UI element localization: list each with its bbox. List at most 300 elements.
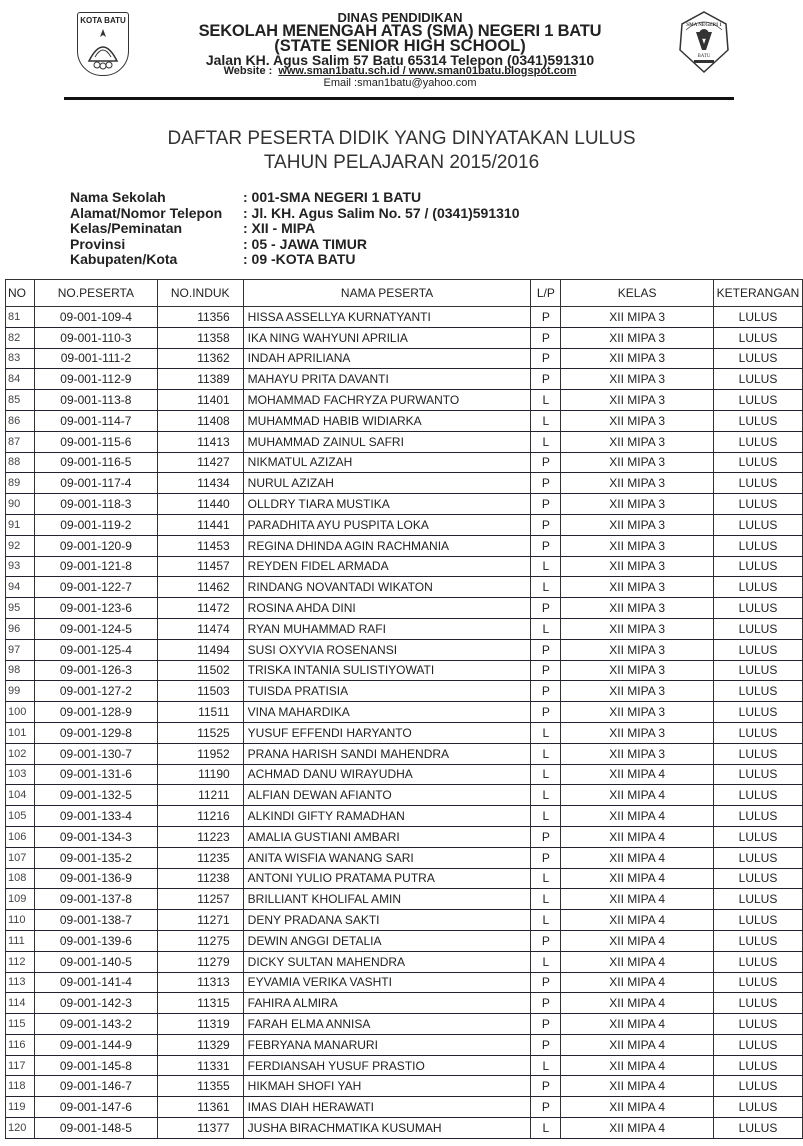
cell-kelas: XII MIPA 3	[561, 307, 714, 328]
cell-lp: L	[531, 889, 561, 910]
cell-no: 102	[6, 743, 35, 764]
cell-keterangan: LULUS	[713, 1097, 802, 1118]
cell-lp: L	[531, 1118, 561, 1139]
cell-no: 98	[6, 660, 35, 681]
cell-lp: L	[531, 1055, 561, 1076]
cell-no-peserta: 09-001-144-9	[34, 1034, 157, 1055]
cell-keterangan: LULUS	[713, 1076, 802, 1097]
cell-nama-peserta: BRILLIANT KHOLIFAL AMIN	[243, 889, 531, 910]
cell-no-peserta: 09-001-137-8	[34, 889, 157, 910]
table-row	[6, 327, 803, 348]
cell-nama-peserta: MAHAYU PRITA DAVANTI	[243, 369, 531, 390]
cell-no: 89	[6, 473, 35, 494]
cell-lp: P	[531, 639, 561, 660]
website-label: Website :	[223, 65, 273, 77]
cell-no-peserta: 09-001-115-6	[34, 431, 157, 452]
cell-kelas: XII MIPA 4	[561, 847, 714, 868]
cell-kelas: XII MIPA 3	[561, 494, 714, 515]
cell-no-induk: 11315	[157, 993, 243, 1014]
logo-left-text: KOTA BATU	[80, 16, 126, 25]
cell-lp: L	[531, 743, 561, 764]
cell-keterangan: LULUS	[713, 722, 802, 743]
cell-kelas: XII MIPA 3	[561, 556, 714, 577]
cell-nama-peserta: FAHIRA ALMIRA	[243, 993, 531, 1014]
cell-keterangan: LULUS	[713, 889, 802, 910]
table-row	[6, 681, 803, 702]
cell-no-peserta: 09-001-132-5	[34, 785, 157, 806]
cell-kelas: XII MIPA 4	[561, 1055, 714, 1076]
cell-no-induk: 11271	[157, 910, 243, 931]
cell-no-peserta: 09-001-109-4	[34, 307, 157, 328]
cell-kelas: XII MIPA 4	[561, 1014, 714, 1035]
cell-kelas: XII MIPA 4	[561, 1034, 714, 1055]
cell-kelas: XII MIPA 4	[561, 806, 714, 827]
cell-kelas: XII MIPA 4	[561, 972, 714, 993]
cell-no-induk: 11355	[157, 1076, 243, 1097]
cell-nama-peserta: TUISDA PRATISIA	[243, 681, 531, 702]
cell-no-induk: 11362	[157, 348, 243, 369]
cell-keterangan: LULUS	[713, 369, 802, 390]
cell-kelas: XII MIPA 4	[561, 868, 714, 889]
cell-no: 85	[6, 390, 35, 411]
cell-lp: P	[531, 826, 561, 847]
table-row	[6, 1034, 803, 1055]
cell-nama-peserta: ACHMAD DANU WIRAYUDHA	[243, 764, 531, 785]
cell-keterangan: LULUS	[713, 847, 802, 868]
cell-nama-peserta: DENY PRADANA SAKTI	[243, 910, 531, 931]
cell-keterangan: LULUS	[713, 639, 802, 660]
email: Email :sman1batu@yahoo.com	[323, 77, 477, 89]
cell-no-induk: 11389	[157, 369, 243, 390]
cell-nama-peserta: ANITA WISFIA WANANG SARI	[243, 847, 531, 868]
cell-no-peserta: 09-001-129-8	[34, 722, 157, 743]
cell-no: 95	[6, 598, 35, 619]
cell-no-peserta: 09-001-123-6	[34, 598, 157, 619]
table-row	[6, 910, 803, 931]
info-label: Kabupaten/Kota	[70, 251, 178, 267]
cell-no: 90	[6, 494, 35, 515]
cell-lp: P	[531, 494, 561, 515]
cell-nama-peserta: FERDIANSAH YUSUF PRASTIO	[243, 1055, 531, 1076]
cell-no-induk: 11494	[157, 639, 243, 660]
kota-batu-logo	[77, 12, 129, 76]
cell-keterangan: LULUS	[713, 681, 802, 702]
table-row	[6, 348, 803, 369]
cell-nama-peserta: MUHAMMAD HABIB WIDIARKA	[243, 410, 531, 431]
cell-no-induk: 11257	[157, 889, 243, 910]
cell-keterangan: LULUS	[713, 327, 802, 348]
cell-no: 114	[6, 993, 35, 1014]
cell-no: 93	[6, 556, 35, 577]
cell-no-peserta: 09-001-134-3	[34, 826, 157, 847]
cell-no-peserta: 09-001-120-9	[34, 535, 157, 556]
cell-no: 117	[6, 1055, 35, 1076]
cell-keterangan: LULUS	[713, 868, 802, 889]
cell-keterangan: LULUS	[713, 473, 802, 494]
cell-lp: P	[531, 514, 561, 535]
cell-nama-peserta: TRISKA INTANIA SULISTIYOWATI	[243, 660, 531, 681]
cell-no-induk: 11211	[157, 785, 243, 806]
table-row	[6, 598, 803, 619]
cell-nama-peserta: IMAS DIAH HERAWATI	[243, 1097, 531, 1118]
cell-lp: P	[531, 535, 561, 556]
cell-kelas: XII MIPA 3	[561, 514, 714, 535]
document-title: DAFTAR PESERTA DIDIK YANG DINYATAKAN LULUS	[167, 128, 636, 149]
cell-keterangan: LULUS	[713, 806, 802, 827]
cell-no-induk: 11275	[157, 930, 243, 951]
cell-no-induk: 11190	[157, 764, 243, 785]
cell-nama-peserta: ALFIAN DEWAN AFIANTO	[243, 785, 531, 806]
cell-nama-peserta: FEBRYANA MANARURI	[243, 1034, 531, 1055]
cell-kelas: XII MIPA 3	[561, 452, 714, 473]
graduates-table	[5, 279, 803, 1139]
cell-no: 105	[6, 806, 35, 827]
cell-no-induk: 11331	[157, 1055, 243, 1076]
table-row	[6, 535, 803, 556]
cell-nama-peserta: DICKY SULTAN MAHENDRA	[243, 951, 531, 972]
cell-nama-peserta: ANTONI YULIO PRATAMA PUTRA	[243, 868, 531, 889]
cell-kelas: XII MIPA 3	[561, 598, 714, 619]
cell-no-induk: 11462	[157, 577, 243, 598]
cell-lp: P	[531, 348, 561, 369]
cell-no: 96	[6, 618, 35, 639]
cell-nama-peserta: INDAH APRILIANA	[243, 348, 531, 369]
info-label: Kelas/Peminatan	[70, 220, 183, 236]
svg-text:SMA NEGERI 1: SMA NEGERI 1	[686, 23, 722, 28]
cell-kelas: XII MIPA 3	[561, 410, 714, 431]
table-header-row	[6, 280, 803, 307]
cell-no-induk: 11427	[157, 452, 243, 473]
website-line	[150, 66, 650, 77]
agency-name: DINAS PENDIDIKAN	[337, 10, 463, 25]
table-row	[6, 785, 803, 806]
cell-nama-peserta: ALKINDI GIFTY RAMADHAN	[243, 806, 531, 827]
table-row	[6, 806, 803, 827]
cell-no-induk: 11453	[157, 535, 243, 556]
cell-no: 112	[6, 951, 35, 972]
cell-keterangan: LULUS	[713, 390, 802, 411]
cell-no-peserta: 09-001-131-6	[34, 764, 157, 785]
table-row	[6, 743, 803, 764]
cell-no: 104	[6, 785, 35, 806]
cell-keterangan: LULUS	[713, 702, 802, 723]
cell-no: 116	[6, 1034, 35, 1055]
svg-text:BATU: BATU	[697, 54, 711, 59]
cell-keterangan: LULUS	[713, 1034, 802, 1055]
cell-no: 108	[6, 868, 35, 889]
cell-keterangan: LULUS	[713, 348, 802, 369]
header-nama-peserta: NAMA PESERTA	[243, 280, 531, 307]
cell-keterangan: LULUS	[713, 618, 802, 639]
header-keterangan: KETERANGAN	[713, 280, 802, 307]
cell-no-peserta: 09-001-119-2	[34, 514, 157, 535]
cell-lp: P	[531, 660, 561, 681]
table-row	[6, 722, 803, 743]
table-row	[6, 930, 803, 951]
header-no-induk: NO.INDUK	[157, 280, 243, 307]
cell-kelas: XII MIPA 3	[561, 369, 714, 390]
cell-nama-peserta: FARAH ELMA ANNISA	[243, 1014, 531, 1035]
cell-no-induk: 11511	[157, 702, 243, 723]
cell-no: 99	[6, 681, 35, 702]
cell-keterangan: LULUS	[713, 764, 802, 785]
cell-no-peserta: 09-001-135-2	[34, 847, 157, 868]
cell-no-induk: 11356	[157, 307, 243, 328]
cell-no-peserta: 09-001-148-5	[34, 1118, 157, 1139]
cell-kelas: XII MIPA 3	[561, 390, 714, 411]
cell-kelas: XII MIPA 4	[561, 1118, 714, 1139]
table-row	[6, 764, 803, 785]
cell-no-peserta: 09-001-112-9	[34, 369, 157, 390]
cell-no-peserta: 09-001-110-3	[34, 327, 157, 348]
cell-nama-peserta: OLLDRY TIARA MUSTIKA	[243, 494, 531, 515]
cell-lp: L	[531, 951, 561, 972]
cell-no: 109	[6, 889, 35, 910]
header-kelas: KELAS	[561, 280, 714, 307]
cell-keterangan: LULUS	[713, 598, 802, 619]
cell-no: 113	[6, 972, 35, 993]
cell-no-peserta: 09-001-126-3	[34, 660, 157, 681]
table-row	[6, 660, 803, 681]
cell-lp: P	[531, 327, 561, 348]
cell-nama-peserta: VINA MAHARDIKA	[243, 702, 531, 723]
cell-kelas: XII MIPA 3	[561, 535, 714, 556]
cell-kelas: XII MIPA 3	[561, 660, 714, 681]
cell-no-induk: 11216	[157, 806, 243, 827]
cell-lp: L	[531, 764, 561, 785]
cell-keterangan: LULUS	[713, 993, 802, 1014]
table-row	[6, 369, 803, 390]
header-lp: L/P	[531, 280, 561, 307]
cell-lp: L	[531, 431, 561, 452]
cell-nama-peserta: IKA NING WAHYUNI APRILIA	[243, 327, 531, 348]
cell-no: 115	[6, 1014, 35, 1035]
cell-no-peserta: 09-001-139-6	[34, 930, 157, 951]
cell-no: 82	[6, 327, 35, 348]
cell-lp: P	[531, 452, 561, 473]
cell-lp: P	[531, 598, 561, 619]
table-row	[6, 889, 803, 910]
document-subtitle: TAHUN PELAJARAN 2015/2016	[263, 152, 540, 173]
cell-kelas: XII MIPA 3	[561, 639, 714, 660]
cell-no-peserta: 09-001-116-5	[34, 452, 157, 473]
school-info	[70, 190, 520, 268]
cell-no-peserta: 09-001-118-3	[34, 494, 157, 515]
cell-no-induk: 11502	[157, 660, 243, 681]
info-value: : 09 -KOTA BATU	[243, 251, 356, 267]
cell-nama-peserta: REGINA DHINDA AGIN RACHMANIA	[243, 535, 531, 556]
table-row	[6, 868, 803, 889]
cell-kelas: XII MIPA 3	[561, 577, 714, 598]
cell-no: 120	[6, 1118, 35, 1139]
cell-no-peserta: 09-001-117-4	[34, 473, 157, 494]
letterhead-divider	[64, 97, 734, 100]
cell-kelas: XII MIPA 3	[561, 722, 714, 743]
cell-no-peserta: 09-001-141-4	[34, 972, 157, 993]
cell-nama-peserta: EYVAMIA VERIKA VASHTI	[243, 972, 531, 993]
table-row	[6, 452, 803, 473]
cell-kelas: XII MIPA 4	[561, 951, 714, 972]
cell-lp: L	[531, 806, 561, 827]
cell-lp: P	[531, 473, 561, 494]
table-row	[6, 972, 803, 993]
cell-no-peserta: 09-001-121-8	[34, 556, 157, 577]
table-row	[6, 639, 803, 660]
website-link[interactable]: www.sman1batu.sch.id / www.sman01batu.blogspot.com	[278, 65, 577, 77]
table-row	[6, 847, 803, 868]
cell-lp: P	[531, 1097, 561, 1118]
cell-no-induk: 11238	[157, 868, 243, 889]
table-row	[6, 577, 803, 598]
cell-keterangan: LULUS	[713, 494, 802, 515]
table-row	[6, 390, 803, 411]
table-row	[6, 556, 803, 577]
cell-nama-peserta: AMALIA GUSTIANI AMBARI	[243, 826, 531, 847]
cell-no-induk: 11358	[157, 327, 243, 348]
cell-no-peserta: 09-001-124-5	[34, 618, 157, 639]
cell-no: 91	[6, 514, 35, 535]
cell-nama-peserta: NURUL AZIZAH	[243, 473, 531, 494]
cell-kelas: XII MIPA 4	[561, 930, 714, 951]
cell-nama-peserta: HISSA ASSELLYA KURNATYANTI	[243, 307, 531, 328]
cell-nama-peserta: MOHAMMAD FACHRYZA PURWANTO	[243, 390, 531, 411]
cell-no: 100	[6, 702, 35, 723]
cell-no-peserta: 09-001-145-8	[34, 1055, 157, 1076]
cell-no-peserta: 09-001-133-4	[34, 806, 157, 827]
cell-kelas: XII MIPA 4	[561, 826, 714, 847]
cell-no-induk: 11474	[157, 618, 243, 639]
cell-nama-peserta: ROSINA AHDA DINI	[243, 598, 531, 619]
cell-no-peserta: 09-001-122-7	[34, 577, 157, 598]
header-no-peserta: NO.PESERTA	[34, 280, 157, 307]
cell-no-peserta: 09-001-111-2	[34, 348, 157, 369]
cell-no: 103	[6, 764, 35, 785]
cell-no-induk: 11441	[157, 514, 243, 535]
cell-keterangan: LULUS	[713, 514, 802, 535]
cell-keterangan: LULUS	[713, 1055, 802, 1076]
cell-no: 83	[6, 348, 35, 369]
cell-keterangan: LULUS	[713, 535, 802, 556]
cell-keterangan: LULUS	[713, 743, 802, 764]
cell-no-peserta: 09-001-140-5	[34, 951, 157, 972]
info-label: Alamat/Nomor Telepon	[70, 204, 223, 221]
cell-keterangan: LULUS	[713, 452, 802, 473]
cell-no: 119	[6, 1097, 35, 1118]
cell-nama-peserta: DEWIN ANGGI DETALIA	[243, 930, 531, 951]
cell-no: 88	[6, 452, 35, 473]
cell-no-peserta: 09-001-146-7	[34, 1076, 157, 1097]
cell-no-induk: 11223	[157, 826, 243, 847]
cell-no-peserta: 09-001-143-2	[34, 1014, 157, 1035]
cell-keterangan: LULUS	[713, 951, 802, 972]
cell-keterangan: LULUS	[713, 307, 802, 328]
cell-no-peserta: 09-001-113-8	[34, 390, 157, 411]
cell-kelas: XII MIPA 3	[561, 473, 714, 494]
cell-nama-peserta: SUSI OXYVIA ROSENANSI	[243, 639, 531, 660]
cell-no-induk: 11329	[157, 1034, 243, 1055]
table-row	[6, 1118, 803, 1139]
cell-lp: L	[531, 868, 561, 889]
cell-nama-peserta: RYAN MUHAMMAD RAFI	[243, 618, 531, 639]
cell-kelas: XII MIPA 4	[561, 910, 714, 931]
cell-no: 84	[6, 369, 35, 390]
table-row	[6, 1097, 803, 1118]
info-value: : Jl. KH. Agus Salim No. 57 / (0341)591310	[243, 204, 520, 221]
table-body	[6, 307, 803, 1139]
cell-lp: L	[531, 785, 561, 806]
cell-nama-peserta: REYDEN FIDEL ARMADA	[243, 556, 531, 577]
cell-no: 97	[6, 639, 35, 660]
table-row	[6, 1076, 803, 1097]
cell-no-induk: 11377	[157, 1118, 243, 1139]
cell-no: 111	[6, 930, 35, 951]
cell-kelas: XII MIPA 3	[561, 618, 714, 639]
cell-nama-peserta: RINDANG NOVANTADI WIKATON	[243, 577, 531, 598]
cell-kelas: XII MIPA 3	[561, 743, 714, 764]
cell-lp: P	[531, 972, 561, 993]
cell-no-induk: 11408	[157, 410, 243, 431]
cell-kelas: XII MIPA 4	[561, 889, 714, 910]
cell-no-peserta: 09-001-130-7	[34, 743, 157, 764]
info-label: Provinsi	[70, 235, 126, 252]
cell-keterangan: LULUS	[713, 1118, 802, 1139]
cell-keterangan: LULUS	[713, 930, 802, 951]
cell-nama-peserta: HIKMAH SHOFI YAH	[243, 1076, 531, 1097]
cell-lp: L	[531, 577, 561, 598]
cell-kelas: XII MIPA 3	[561, 327, 714, 348]
cell-no: 107	[6, 847, 35, 868]
cell-no: 101	[6, 722, 35, 743]
info-value: : 001-SMA NEGERI 1 BATU	[243, 189, 422, 205]
cell-no-peserta: 09-001-147-6	[34, 1097, 157, 1118]
cell-no-induk: 11434	[157, 473, 243, 494]
info-row	[70, 252, 520, 268]
cell-keterangan: LULUS	[713, 410, 802, 431]
table-row	[6, 431, 803, 452]
table-row	[6, 410, 803, 431]
info-row	[70, 221, 520, 237]
cell-nama-peserta: NIKMATUL AZIZAH	[243, 452, 531, 473]
cell-nama-peserta: JUSHA BIRACHMATIKA KUSUMAH	[243, 1118, 531, 1139]
cell-keterangan: LULUS	[713, 785, 802, 806]
cell-lp: L	[531, 556, 561, 577]
header-no: NO	[6, 280, 35, 307]
cell-no-induk: 11235	[157, 847, 243, 868]
cell-keterangan: LULUS	[713, 660, 802, 681]
school-name-en: (STATE SENIOR HIGH SCHOOL)	[274, 37, 526, 55]
info-row	[70, 206, 520, 222]
cell-nama-peserta: MUHAMMAD ZAINUL SAFRI	[243, 431, 531, 452]
cell-no: 81	[6, 307, 35, 328]
cell-no-induk: 11440	[157, 494, 243, 515]
cell-kelas: XII MIPA 4	[561, 1076, 714, 1097]
cell-no-induk: 11413	[157, 431, 243, 452]
cell-lp: L	[531, 722, 561, 743]
sma-negeri-1-batu-logo	[678, 10, 730, 74]
cell-no-peserta: 09-001-142-3	[34, 993, 157, 1014]
cell-no-peserta: 09-001-114-7	[34, 410, 157, 431]
cell-lp: L	[531, 390, 561, 411]
cell-kelas: XII MIPA 3	[561, 702, 714, 723]
info-label: Nama Sekolah	[70, 189, 166, 205]
cell-kelas: XII MIPA 4	[561, 785, 714, 806]
cell-no: 87	[6, 431, 35, 452]
school-name: SEKOLAH MENENGAH ATAS (SMA) NEGERI 1 BATU	[198, 22, 602, 40]
cell-no-induk: 11279	[157, 951, 243, 972]
cell-keterangan: LULUS	[713, 826, 802, 847]
cell-kelas: XII MIPA 3	[561, 348, 714, 369]
cell-no-induk: 11457	[157, 556, 243, 577]
